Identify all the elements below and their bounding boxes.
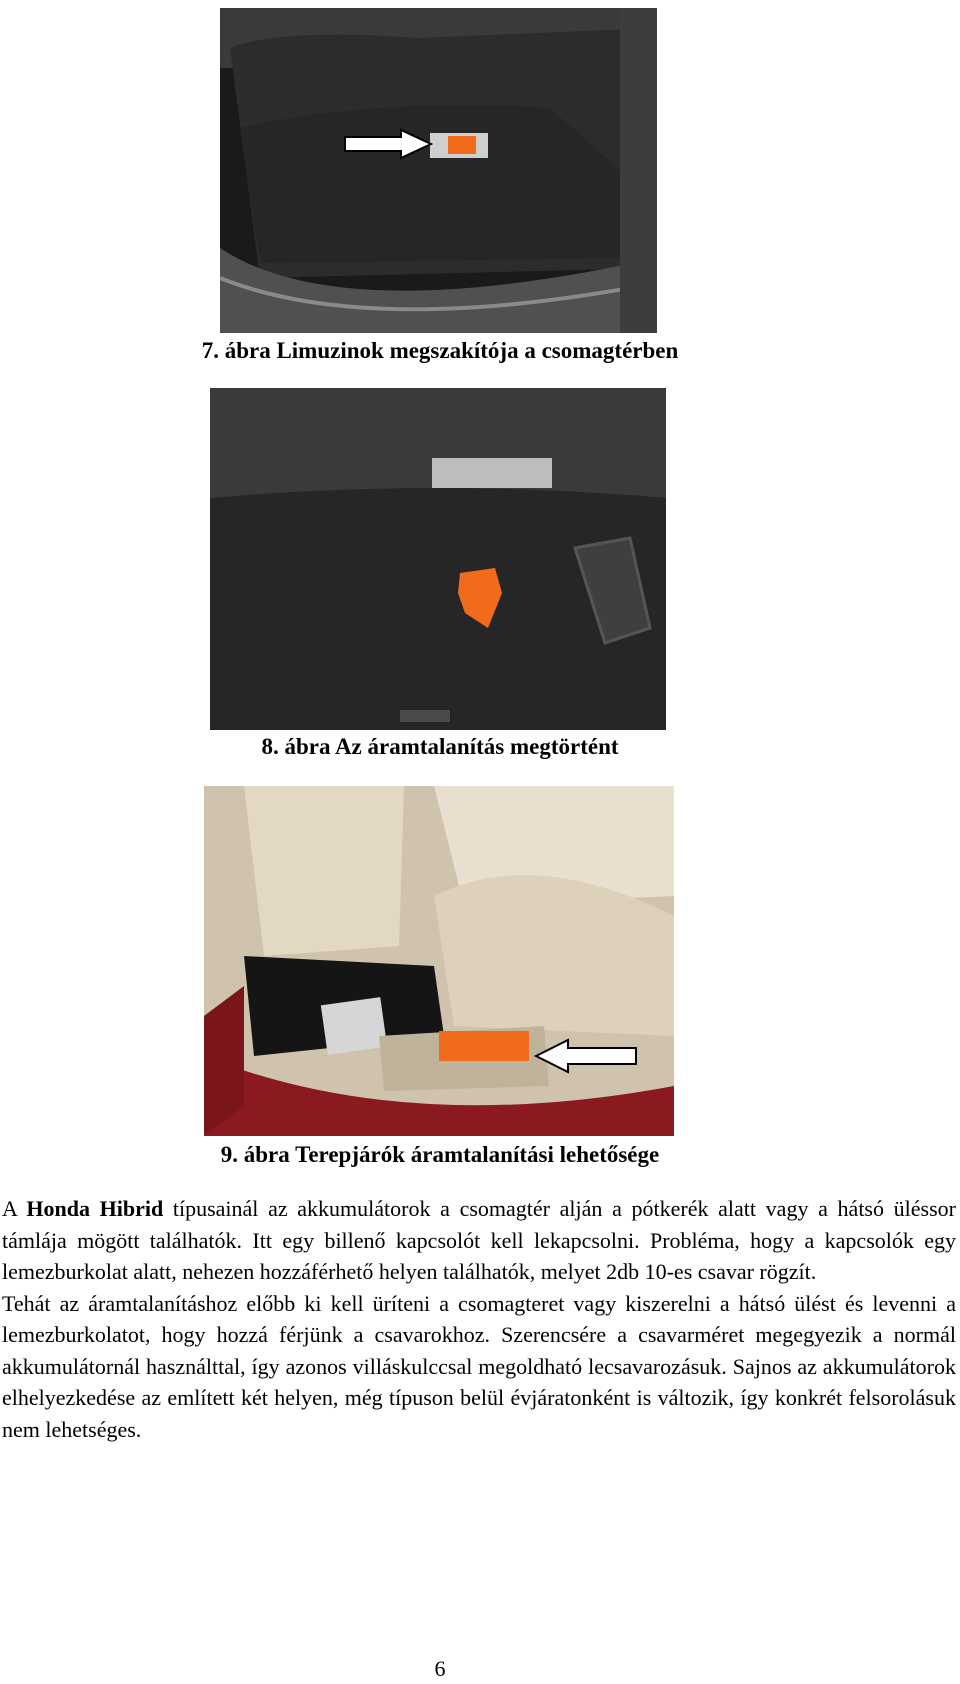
figure-7-photo — [220, 8, 657, 333]
paragraph-1-rest: típusainál az akkumulátorok a csomagtér alján a pótkerék alatt vagy a hátsó üléssor támlája mögött találhatók. Itt egy billenő kapcsolót kell lekapcsolni. Probléma, hogy a kapcsolók egy lemezburkolat alatt, nehezen hozzáférhető helyen találhatók, melyet 2db 10-es csavar rögzít. — [2, 1196, 956, 1284]
body-text — [2, 1193, 956, 1445]
figure-7-caption: 7. ábra Limuzinok megszakítója a csomagtérben — [201, 338, 679, 363]
paragraph-1-lead: A — [2, 1196, 27, 1221]
arrow-right-icon — [343, 128, 433, 160]
paragraph-2: Tehát az áramtalanításhoz előbb ki kell üríteni a csomagteret vagy kiszerelni a hátsó ülést és levenni a lemezburkolatot, hogy hozzá férjünk a csavarokhoz. Szerencsére a csavarméret megegyezik a normál akkumulátornál használttal, így azonos villáskulccsal megoldható lecsavarozásuk. Sajnos az akkumulátorok elhelyezkedése az említett két helyen, még típuson belül évjáratonként is változik, így konkrét felsorolásuk nem lehetséges. — [2, 1290, 956, 1442]
brand-name: Honda Hibrid — [26, 1196, 164, 1221]
figure-8-photo — [210, 388, 666, 730]
arrow-left-icon — [534, 1038, 638, 1074]
paragraph-1 — [2, 1193, 956, 1288]
page-number: 6 — [434, 1656, 446, 1681]
trunk-floor-photo-icon — [210, 388, 666, 730]
seat-photo-icon — [204, 786, 674, 1136]
figure-8-caption: 8. ábra Az áramtalanítás megtörtént — [261, 734, 619, 759]
figure-9-photo — [204, 786, 674, 1136]
trunk-photo-icon — [220, 8, 657, 333]
figure-9-caption: 9. ábra Terepjárók áramtalanítási lehetősége — [220, 1142, 660, 1167]
